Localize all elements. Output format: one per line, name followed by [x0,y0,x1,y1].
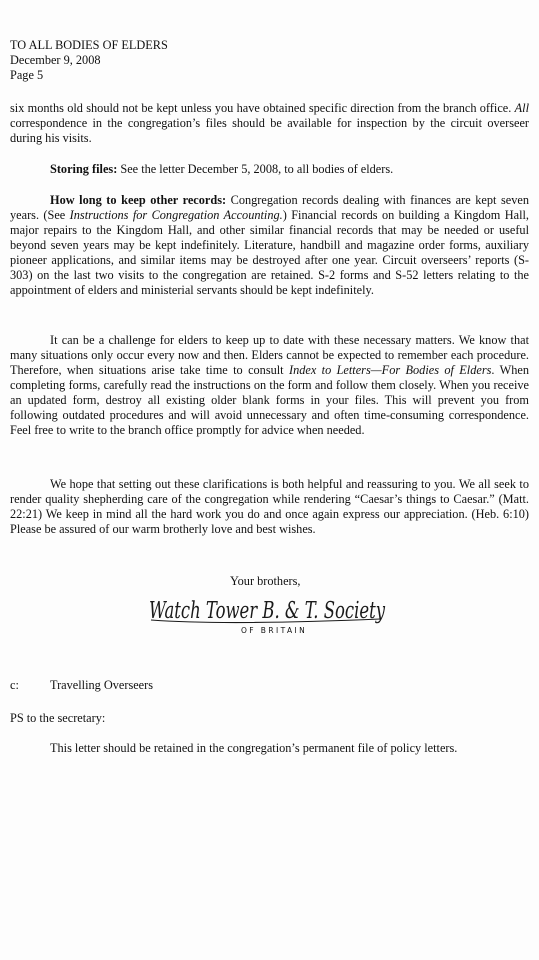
letter-header [10,38,168,83]
paragraph-other-records [10,193,529,298]
paragraph-italic: Instructions for Congregation Accounting. [69,208,283,222]
paragraph-text: Congregation records dealing with finances are kept seven years. (See [10,193,529,222]
paragraph-files-retention [10,101,529,146]
paragraph-heading: How long to keep other records: [50,193,227,207]
paragraph-italic: All [514,101,529,115]
paragraph-text: It can be a challenge for elders to keep up to date with these necessary matters. We know that many situations only occur every now and then. Elders cannot be expected to remember each procedure. Therefore, when situations arise take time to consult [10,333,529,377]
paragraph-text: . When completing forms, carefully read the instructions on the form and follow them closely. When you receive an updated form, destroy all existing older blank forms in your files. This will prevent you from following outdated procedures and will avoid unnecessary and often time-consuming correspondence. Feel free to write to the branch office promptly for advice when needed. [10,363,529,437]
signature-name: Watch Tower B. & T. Society [149,598,386,624]
cc-value: Travelling Overseers [50,678,154,692]
ps-label: PS to the secretary: [10,711,106,725]
paragraph-text: See the letter December 5, 2008, to all bodies of elders. [117,162,394,176]
signature-subtitle: OF BRITAIN [241,626,308,635]
paragraph-text: six months old should not be kept unless you have obtained specific direction from the branch office. [10,101,515,115]
letter-date: December 9, 2008 [10,53,101,67]
paragraph-text: We hope that setting out these clarifications is both helpful and reassuring to you. We all seek to render quality shepherding care of the congregation while rendering “Caesar’s things to Caesar.” (Matt. 22:21) We keep in mind all the hard work you do and once again express our appreciation. (Heb. 6:10) Please be assured of our warm brotherly love and best wishes. [10,477,529,536]
ps-text: This letter should be retained in the congregation’s permanent file of policy letters. [50,741,458,755]
addressee: TO ALL BODIES OF ELDERS [10,38,168,52]
page-number: Page 5 [10,68,44,82]
paragraph-heading: Storing files: [50,162,118,176]
paragraph-closing-remarks [10,477,529,537]
paragraph-storing-files [10,162,529,177]
carbon-copy [10,678,153,693]
paragraph-text: correspondence in the congregation’s files should be available for inspection by the circuit overseer during his visits. [10,116,529,145]
cc-label: c: [10,678,19,692]
paragraph-text: ) Financial records on building a Kingdom Hall, major repairs to the Kingdom Hall, and other similar financial records that may be needed or useful beyond seven years may be kept indefinitely. Literature, handbill and magazine order forms, auxiliary pioneer applications, and similar items may be destroyed after one year. Circuit overseers’ reports (S-303) on the last two visits to the congregation are retained. S-2 forms and S-52 letters relating to the appointment of elders and ministerial servants should be kept indefinitely. [10,208,529,297]
paragraph-challenge [10,333,529,438]
closing-salutation: Your brothers, [230,574,301,588]
paragraph-italic: Index to Letters—For Bodies of Elders [288,363,492,377]
signature [145,590,390,636]
